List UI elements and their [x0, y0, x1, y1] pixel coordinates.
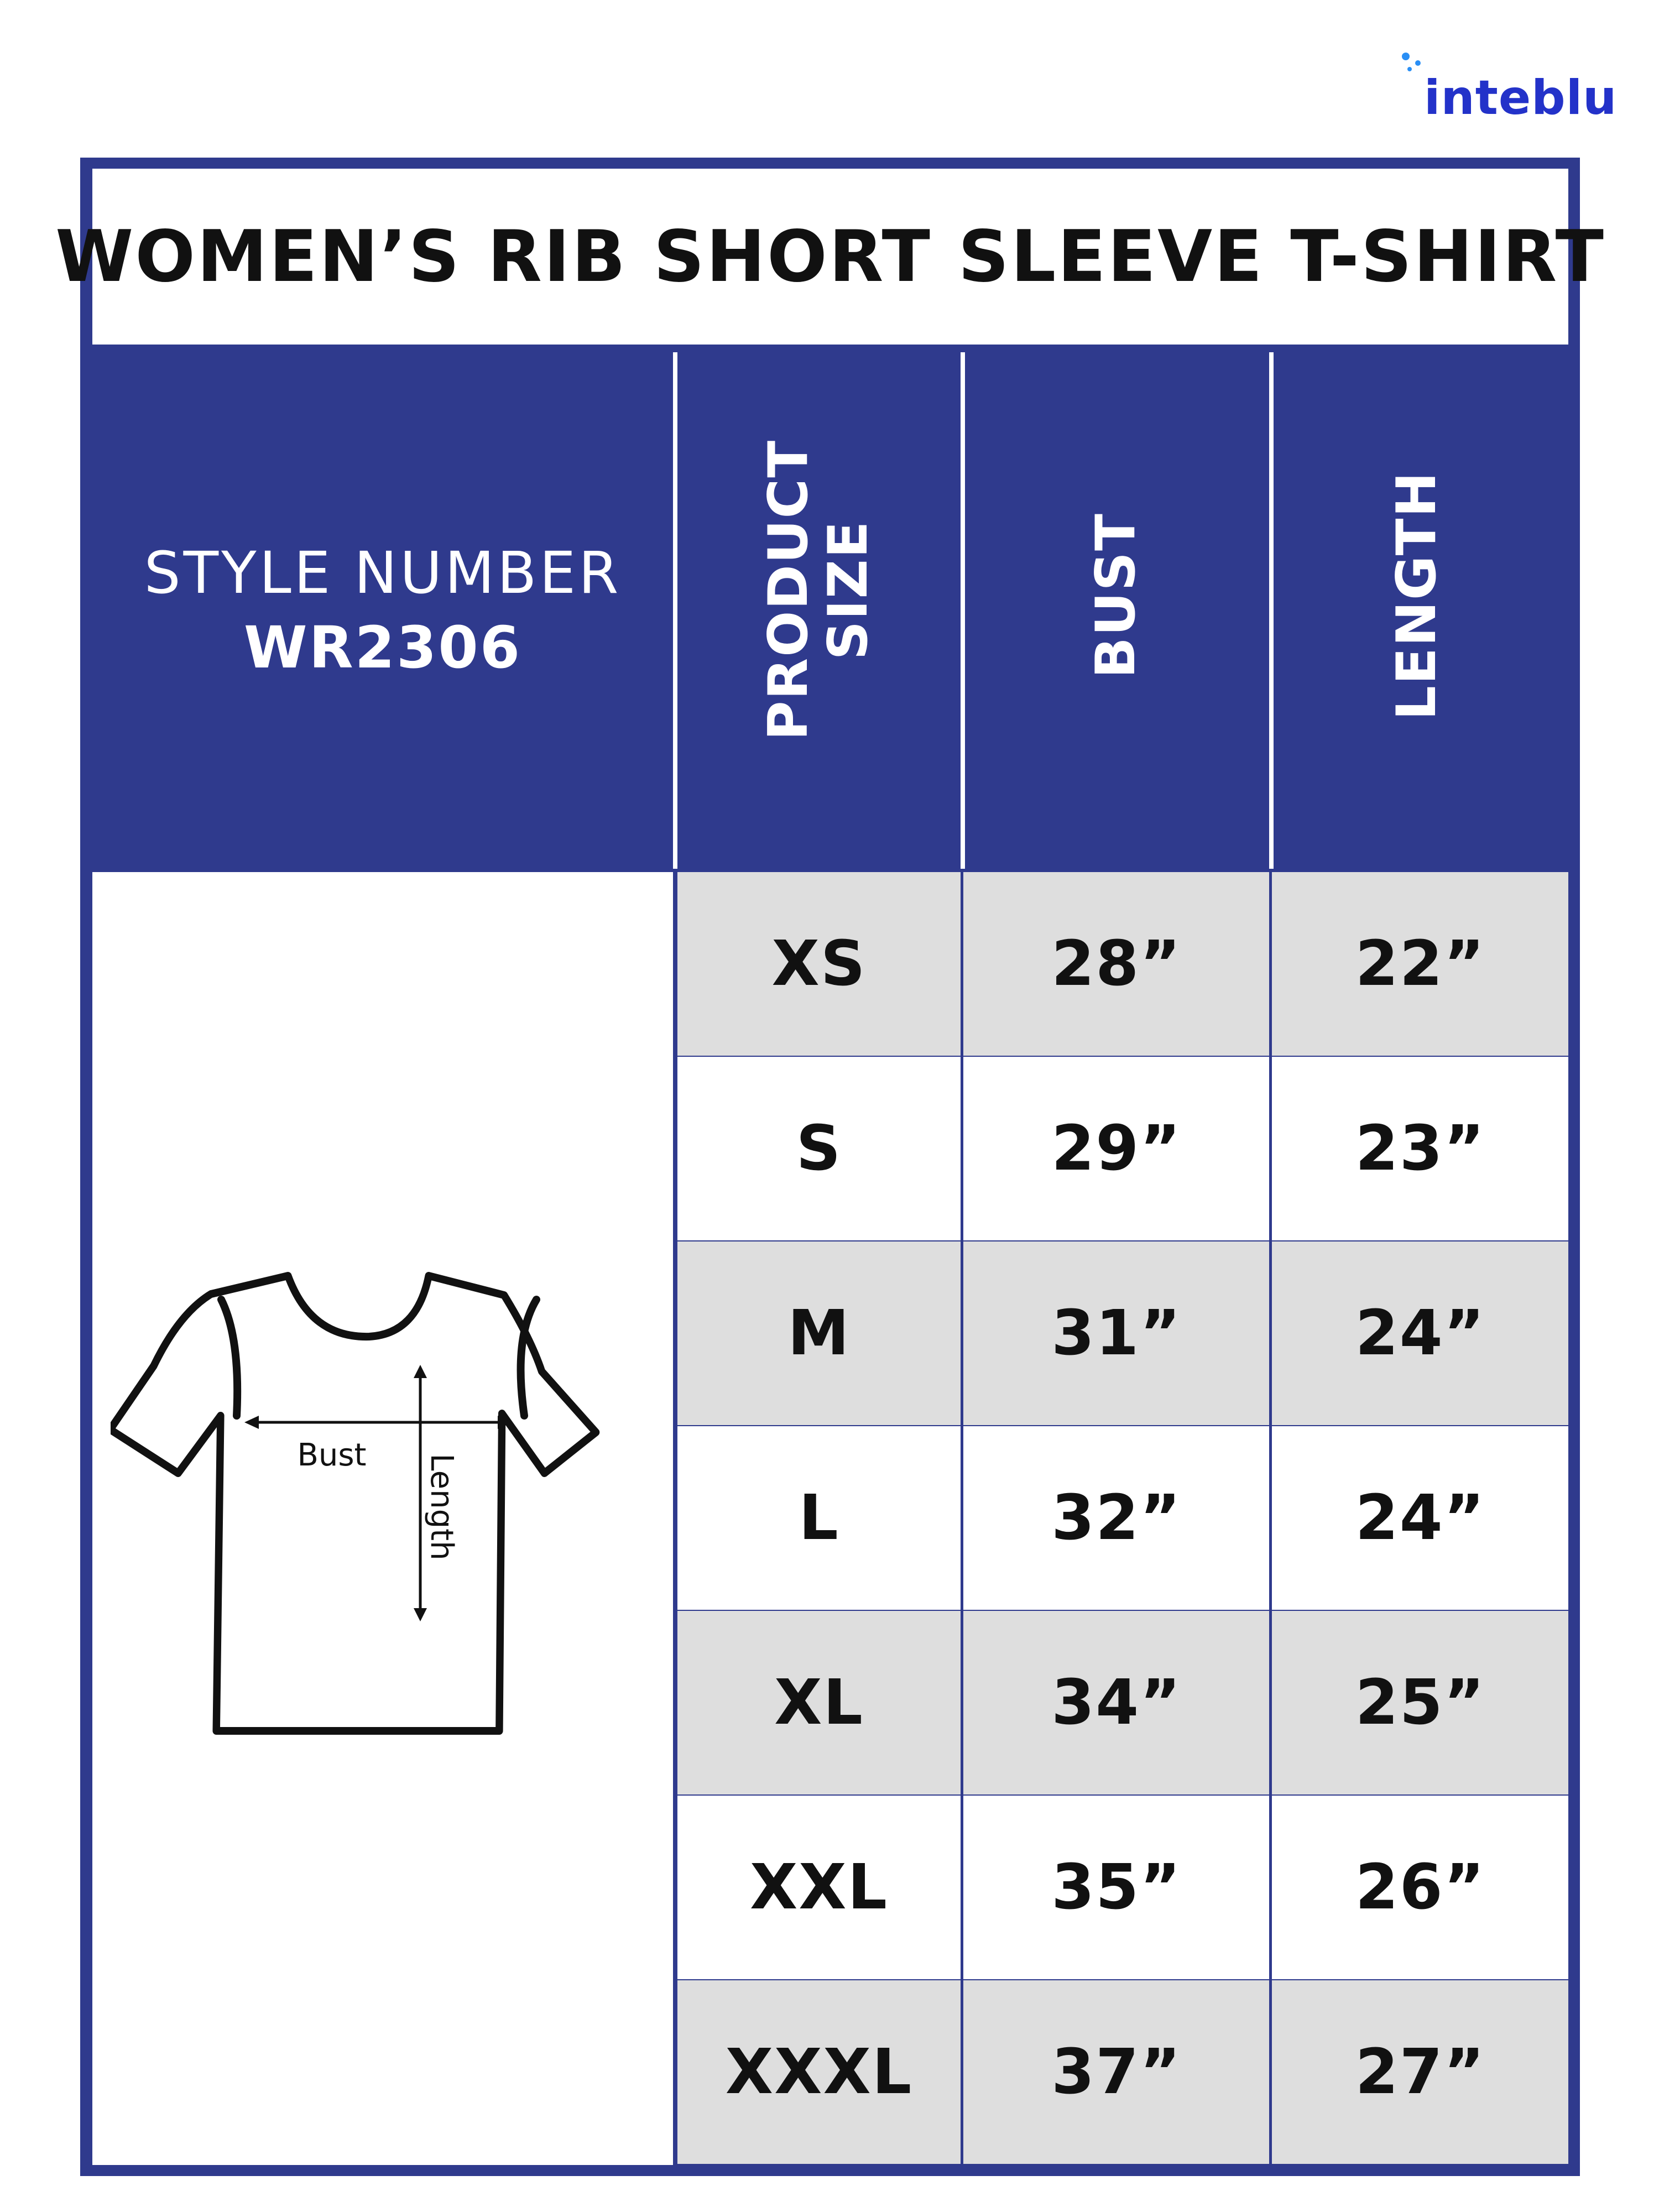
size-cell: S [796, 1113, 842, 1185]
size-chart-frame [55, 158, 1605, 2176]
brand-logo [1402, 53, 1634, 124]
header-length: LENGTH [1385, 471, 1449, 721]
style-number-label: STYLE NUMBER [144, 539, 622, 607]
header-size-label: SIZE [817, 520, 880, 660]
size-cell: M [787, 1297, 851, 1369]
length-cell: 23” [1355, 1113, 1486, 1185]
size-cell: XS [771, 928, 867, 1000]
header-bust: BUST [1084, 513, 1148, 679]
size-table [677, 872, 1568, 2165]
logo-dot [1402, 53, 1410, 60]
table-row [677, 1057, 1568, 1240]
length-cell: 22” [1355, 928, 1486, 1000]
header-product-size [759, 440, 879, 740]
chart-title: WOMEN’S RIB SHORT SLEEVE T-SHIRT [55, 215, 1605, 298]
bust-cell: 34” [1051, 1667, 1182, 1739]
table-row [677, 1980, 1568, 2164]
header-divider [1269, 352, 1274, 869]
header-bust-cell [964, 352, 1269, 869]
column-divider [1269, 872, 1272, 2165]
length-label: Length [424, 1453, 460, 1561]
bust-cell: 35” [1051, 1851, 1182, 1923]
logo-dot [1407, 67, 1412, 71]
bust-cell: 28” [1051, 928, 1182, 1000]
bust-cell: 31” [1051, 1297, 1182, 1369]
size-cell: L [799, 1482, 839, 1554]
table-header [92, 352, 1568, 869]
title-box [55, 169, 1605, 345]
length-cell: 24” [1355, 1482, 1486, 1554]
style-number-cell [92, 352, 673, 869]
size-cell: XXL [749, 1851, 889, 1923]
bust-cell: 37” [1051, 2036, 1182, 2108]
brand-name: inteblu [1424, 70, 1618, 126]
size-cell: XXXL [725, 2036, 913, 2108]
length-cell: 27” [1355, 2036, 1486, 2108]
header-divider [961, 352, 965, 869]
length-cell: 24” [1355, 1297, 1486, 1369]
table-row [677, 1611, 1568, 1794]
size-cell: XL [774, 1667, 864, 1739]
tshirt-icon [111, 1261, 625, 1759]
table-row [677, 1426, 1568, 1610]
header-size-cell [677, 352, 961, 869]
length-cell: 25” [1355, 1667, 1486, 1739]
table-row [677, 1241, 1568, 1425]
style-number-value: WR2306 [243, 614, 522, 681]
bust-cell: 32” [1051, 1482, 1182, 1554]
header-length-cell [1272, 352, 1568, 869]
length-cell: 26” [1355, 1851, 1486, 1923]
bust-label: Bust [297, 1437, 367, 1473]
header-divider [673, 352, 677, 869]
header-product-label: PRODUCT [757, 439, 821, 741]
bust-cell: 29” [1051, 1113, 1182, 1185]
table-row [677, 872, 1568, 1056]
table-row [677, 1796, 1568, 1979]
logo-dot [1415, 60, 1421, 66]
column-divider [961, 872, 963, 2165]
